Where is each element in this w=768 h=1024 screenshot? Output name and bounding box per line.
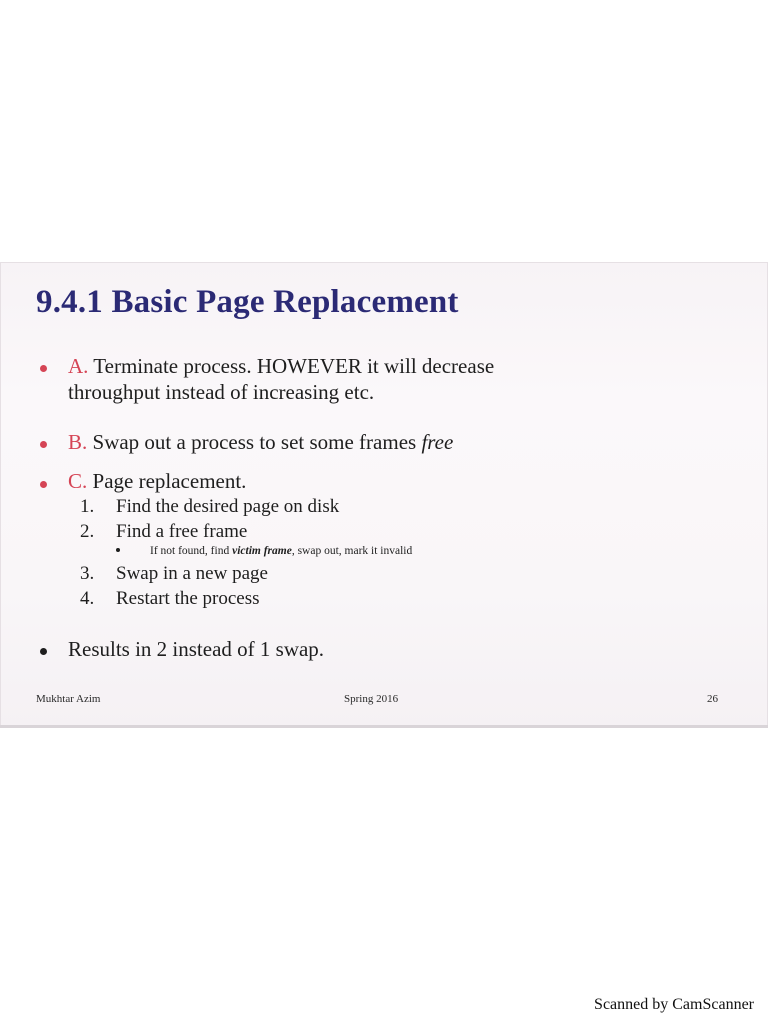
slide-title: 9.4.1 Basic Page Replacement (36, 284, 459, 320)
bullet-c-icon (40, 481, 47, 488)
step-3 (80, 563, 268, 585)
footer-page: 26 (707, 693, 718, 705)
point-b (68, 430, 453, 455)
bullet-b-icon (40, 441, 47, 448)
substep-post: , swap out, mark it invalid (291, 545, 413, 557)
step-3-text: Swap in a new page (116, 563, 268, 584)
point-a-text: Terminate process. HOWEVER it will decrease (93, 354, 495, 378)
substep-bullet-icon (116, 548, 120, 552)
scanner-watermark: Scanned by CamScanner (594, 996, 754, 1013)
step-3-num: 3. (80, 563, 95, 584)
step-4-text: Restart the process (116, 588, 260, 609)
point-a-line1 (68, 354, 494, 379)
point-c-text: Page replacement. (92, 469, 247, 493)
step-4 (80, 588, 260, 610)
substep-pre: If not found, find (150, 545, 230, 557)
point-a-line2: throughput instead of increasing etc. (68, 380, 375, 404)
footer-author: Mukhtar Azim (36, 693, 101, 705)
substep (150, 545, 412, 557)
step-1-text: Find the desired page on disk (116, 496, 340, 517)
step-1 (80, 496, 339, 518)
step-2 (80, 521, 247, 543)
result-text: Results in 2 instead of 1 swap. (68, 637, 325, 661)
point-b-text: Swap out a process to set some frames (92, 430, 417, 454)
bullet-a-icon (40, 365, 47, 372)
footer-term: Spring 2016 (344, 693, 399, 705)
point-c (68, 469, 246, 494)
step-2-num: 2. (80, 521, 95, 542)
point-b-letter: B. (68, 430, 88, 454)
point-b-emph: free (421, 430, 454, 454)
point-c-letter: C. (68, 469, 88, 493)
slide-edge (0, 725, 768, 728)
step-2-text: Find a free frame (116, 521, 248, 542)
substep-emph: victim frame (232, 545, 292, 557)
step-1-num: 1. (80, 496, 95, 517)
step-4-num: 4. (80, 588, 95, 609)
bullet-result-icon (40, 648, 47, 655)
point-a-letter: A. (68, 354, 89, 378)
